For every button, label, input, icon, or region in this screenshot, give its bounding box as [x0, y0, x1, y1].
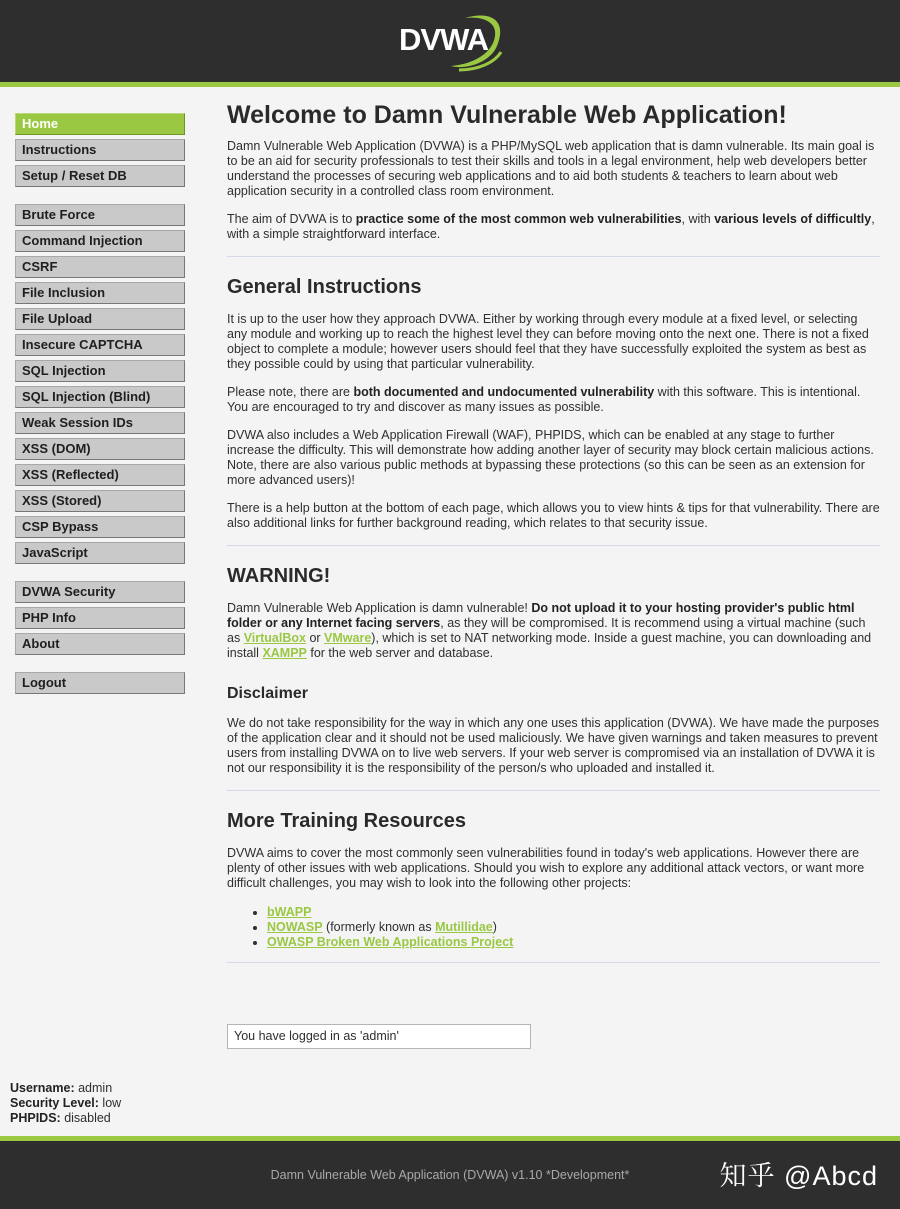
username-label: Username: — [10, 1081, 75, 1095]
mutillidae-link[interactable]: Mutillidae — [435, 920, 493, 934]
security-level-row — [10, 1096, 121, 1111]
user-info — [10, 1081, 121, 1126]
phpids-value: disabled — [64, 1111, 111, 1125]
nowasp-link[interactable]: NOWASP — [267, 920, 323, 934]
general-p2-text: Please note, there are — [227, 385, 354, 399]
aim-text: The aim of DVWA is to — [227, 212, 356, 226]
intro-paragraph: Damn Vulnerable Web Application (DVWA) is a PHP/MySQL web application that is damn vulnerable. Its main goal is to be an aid for security professionals to test their skills and tools in a legal environment, help web developers better understand the processes of securing web applications and to aid both students & teachers to learn about web application security in a controlled class room environment. — [227, 139, 875, 198]
dvwa-logo — [395, 8, 507, 74]
nowasp-text: (formerly known as — [322, 920, 436, 934]
menu-item-csp-bypass[interactable]: CSP Bypass — [15, 516, 185, 538]
main-content — [227, 100, 880, 981]
general-paragraph-3: DVWA also includes a Web Application Firewall (WAF), PHPIDS, which can be enabled at any stage to further increase the difficulty. This will demonstrate how adding another layer of security may block certain malicious actions. Note, there are also various public methods at bypassing these protections (so this can be seen as an extension for more advanced users)! — [227, 428, 874, 487]
aim-text-end: , with a simple straightforward interface. — [227, 212, 875, 241]
menu-item-xss-dom[interactable]: XSS (DOM) — [15, 438, 185, 460]
virtualbox-link[interactable]: VirtualBox — [243, 631, 306, 645]
menu-item-file-upload[interactable]: File Upload — [15, 308, 185, 330]
general-paragraph-2 — [227, 385, 880, 415]
resources-heading: More Training Resources — [227, 810, 466, 832]
warning-text: Damn Vulnerable Web Application is damn vulnerable! — [227, 601, 532, 615]
login-status-box: You have logged in as 'admin' — [227, 1024, 531, 1049]
general-p2-end: with this software. This is intentional. You are encouraged to try and discover as many issues as possible. — [227, 385, 861, 414]
aim-bold-2: various levels of difficultly — [714, 212, 872, 226]
menu-group-vulnerabilities — [15, 204, 185, 564]
menu-item-sql-injection[interactable]: SQL Injection — [15, 360, 185, 382]
menu-item-sql-injection-blind[interactable]: SQL Injection (Blind) — [15, 386, 185, 408]
owasp-bwa-link[interactable]: OWASP Broken Web Applications Project — [267, 935, 514, 949]
vmware-link[interactable]: VMware — [324, 631, 372, 645]
warning-text-4: ), which is set to NAT networking mode. Inside a guest machine, you can downloading and install — [227, 631, 872, 660]
watermark: 知乎 @Abcd — [719, 1161, 878, 1191]
menu-item-instructions[interactable]: Instructions — [15, 139, 185, 161]
list-item — [267, 920, 880, 935]
security-level-value: low — [102, 1096, 122, 1110]
menu-item-javascript[interactable]: JavaScript — [15, 542, 185, 564]
general-p2-bold: both documented and undocumented vulnerability — [353, 385, 655, 399]
menu-item-dvwa-security[interactable]: DVWA Security — [15, 581, 185, 603]
disclaimer-paragraph: We do not take responsibility for the way in which any one uses this application (DVWA). We have made the purposes of the application clear and it should not be used maliciously. We have given warnings and taken measures to prevent users from installing DVWA on to live web servers. If your web server is compromised via an installation of DVWA it is not our responsibility it is the responsibility of the person/s who uploaded and installed it. — [227, 716, 880, 775]
menu-item-insecure-captcha[interactable]: Insecure CAPTCHA — [15, 334, 185, 356]
sidebar-menu — [15, 113, 185, 711]
menu-item-weak-session-ids[interactable]: Weak Session IDs — [15, 412, 185, 434]
page-footer — [0, 1136, 900, 1209]
phpids-label: PHPIDS: — [10, 1111, 61, 1125]
list-item — [267, 935, 880, 950]
menu-item-php-info[interactable]: PHP Info — [15, 607, 185, 629]
warning-text-3: or — [305, 631, 325, 645]
warning-text-2: , as they will be compromised. It is recommend using a virtual machine (such as — [227, 616, 866, 645]
menu-item-about[interactable]: About — [15, 633, 185, 655]
general-paragraph-1: It is up to the user how they approach DVWA. Either by working through every module at a fixed level, or selecting any module and working up to reach the highest level they can before moving onto the next one. There is not a fixed object to complete a module; however users should feel that they have successfully exploited the system as best as they possible could by using that particular vulnerability. — [227, 312, 869, 371]
warning-bold: Do not upload it to your hosting provider's public html folder or any Internet facing servers — [227, 601, 855, 630]
security-level-label: Security Level: — [10, 1096, 99, 1110]
menu-item-home[interactable]: Home — [15, 113, 185, 135]
username-value: admin — [78, 1081, 113, 1095]
aim-paragraph — [227, 212, 880, 242]
warning-text-end: for the web server and database. — [306, 646, 494, 660]
menu-item-brute-force[interactable]: Brute Force — [15, 204, 185, 226]
xampp-link[interactable]: XAMPP — [262, 646, 307, 660]
warning-heading: WARNING! — [227, 565, 331, 587]
logo-text: DVWA — [399, 22, 488, 57]
divider — [227, 256, 880, 257]
divider — [227, 790, 880, 791]
list-item — [267, 905, 880, 920]
menu-item-logout[interactable]: Logout — [15, 672, 185, 694]
disclaimer-heading: Disclaimer — [227, 685, 308, 702]
general-paragraph-4: There is a help button at the bottom of each page, which allows you to view hints & tips for that vulnerability. There are also additional links for further background reading, which relates to that security issue. — [227, 501, 880, 530]
menu-item-command-injection[interactable]: Command Injection — [15, 230, 185, 252]
divider — [227, 545, 880, 546]
footer-text: Damn Vulnerable Web Application (DVWA) v1.10 *Development* — [270, 1168, 630, 1182]
menu-group-logout — [15, 672, 185, 694]
general-instructions-heading: General Instructions — [227, 276, 422, 298]
menu-group-main — [15, 113, 185, 187]
menu-item-file-inclusion[interactable]: File Inclusion — [15, 282, 185, 304]
phpids-row — [10, 1111, 121, 1126]
warning-paragraph — [227, 601, 880, 661]
projects-list — [227, 905, 880, 950]
menu-item-xss-reflected[interactable]: XSS (Reflected) — [15, 464, 185, 486]
menu-item-xss-stored[interactable]: XSS (Stored) — [15, 490, 185, 512]
menu-item-setup[interactable]: Setup / Reset DB — [15, 165, 185, 187]
aim-text-mid: , with — [681, 212, 715, 226]
page-header — [0, 0, 900, 87]
bwapp-link[interactable]: bWAPP — [267, 905, 312, 919]
username-row — [10, 1081, 121, 1096]
menu-item-csrf[interactable]: CSRF — [15, 256, 185, 278]
menu-group-settings — [15, 581, 185, 655]
aim-bold-1: practice some of the most common web vulnerabilities — [355, 212, 682, 226]
resources-paragraph: DVWA aims to cover the most commonly seen vulnerabilities found in today's web applications. However there are plenty of other issues with web applications. Should you wish to explore any additional attack vectors, or want more difficult challenges, you may wish to look into the following other projects: — [227, 846, 865, 890]
nowasp-text-end: ) — [492, 920, 497, 934]
divider — [227, 962, 880, 963]
page-title: Welcome to Damn Vulnerable Web Application! — [227, 101, 787, 129]
